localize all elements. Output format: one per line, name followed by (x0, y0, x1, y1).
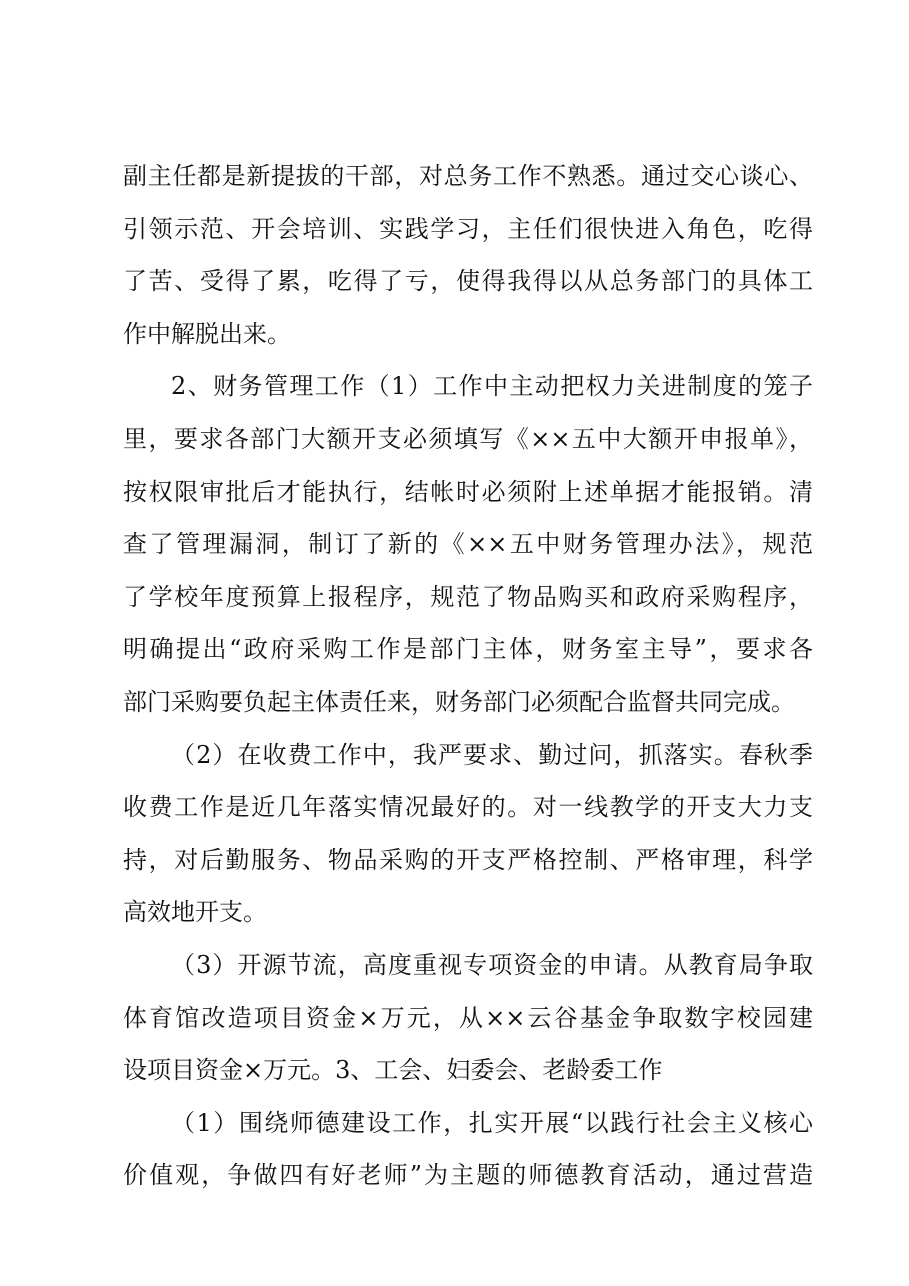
document-body (123, 150, 813, 1202)
text-line: （2）在收费工作中，我严要求、勤过问，抓落实。春秋季 (171, 740, 813, 769)
text-line: （1）围绕师德建设工作，扎实开展“以践行社会主义核心 (171, 1108, 813, 1137)
text-line: 持，对后勤服务、物品采购的开支严格控制、严格审理，科学 (123, 845, 813, 874)
text-line: 按权限审批后才能执行，结帐时必须附上述单据才能报销。清 (123, 477, 813, 506)
text-line: 里，要求各部门大额开支必须填写《××五中大额开申报单》， (123, 424, 813, 453)
text-line: 部门采购要负起主体责任来，财务部门必须配合监督共同完成。 (123, 687, 795, 716)
text-line: 高效地开支。 (123, 898, 267, 927)
text-line: 作中解脱出来。 (123, 319, 291, 348)
text-line: 收费工作是近几年落实情况最好的。对一线教学的开支大力支 (123, 793, 813, 822)
text-line: 体育馆改造项目资金×万元，从××云谷基金争取数字校园建 (123, 1003, 813, 1032)
text-line: 引领示范、开会培训、实践学习，主任们很快进入角色，吃得 (123, 214, 813, 243)
text-line: 明确提出“政府采购工作是部门主体，财务室主导”，要求各 (123, 635, 813, 664)
text-line: 查了管理漏洞，制订了新的《××五中财务管理办法》，规范 (123, 530, 813, 559)
text-line: 了苦、受得了累，吃得了亏，使得我得以从总务部门的具体工 (123, 267, 813, 296)
text-line: （3）开源节流，高度重视专项资金的申请。从教育局争取 (171, 950, 813, 979)
text-line: 副主任都是新提拔的干部，对总务工作不熟悉。通过交心谈心、 (123, 162, 813, 190)
text-line: 2、财务管理工作（1）工作中主动把权力关进制度的笼子 (171, 372, 813, 401)
text-line: 设项目资金×万元。3、工会、妇委会、老龄委工作 (123, 1056, 663, 1085)
text-line: 价值观，争做四有好老师”为主题的师德教育活动，通过营造 (123, 1161, 813, 1190)
text-line: 了学校年度预算上报程序，规范了物品购买和政府采购程序， (123, 582, 813, 611)
